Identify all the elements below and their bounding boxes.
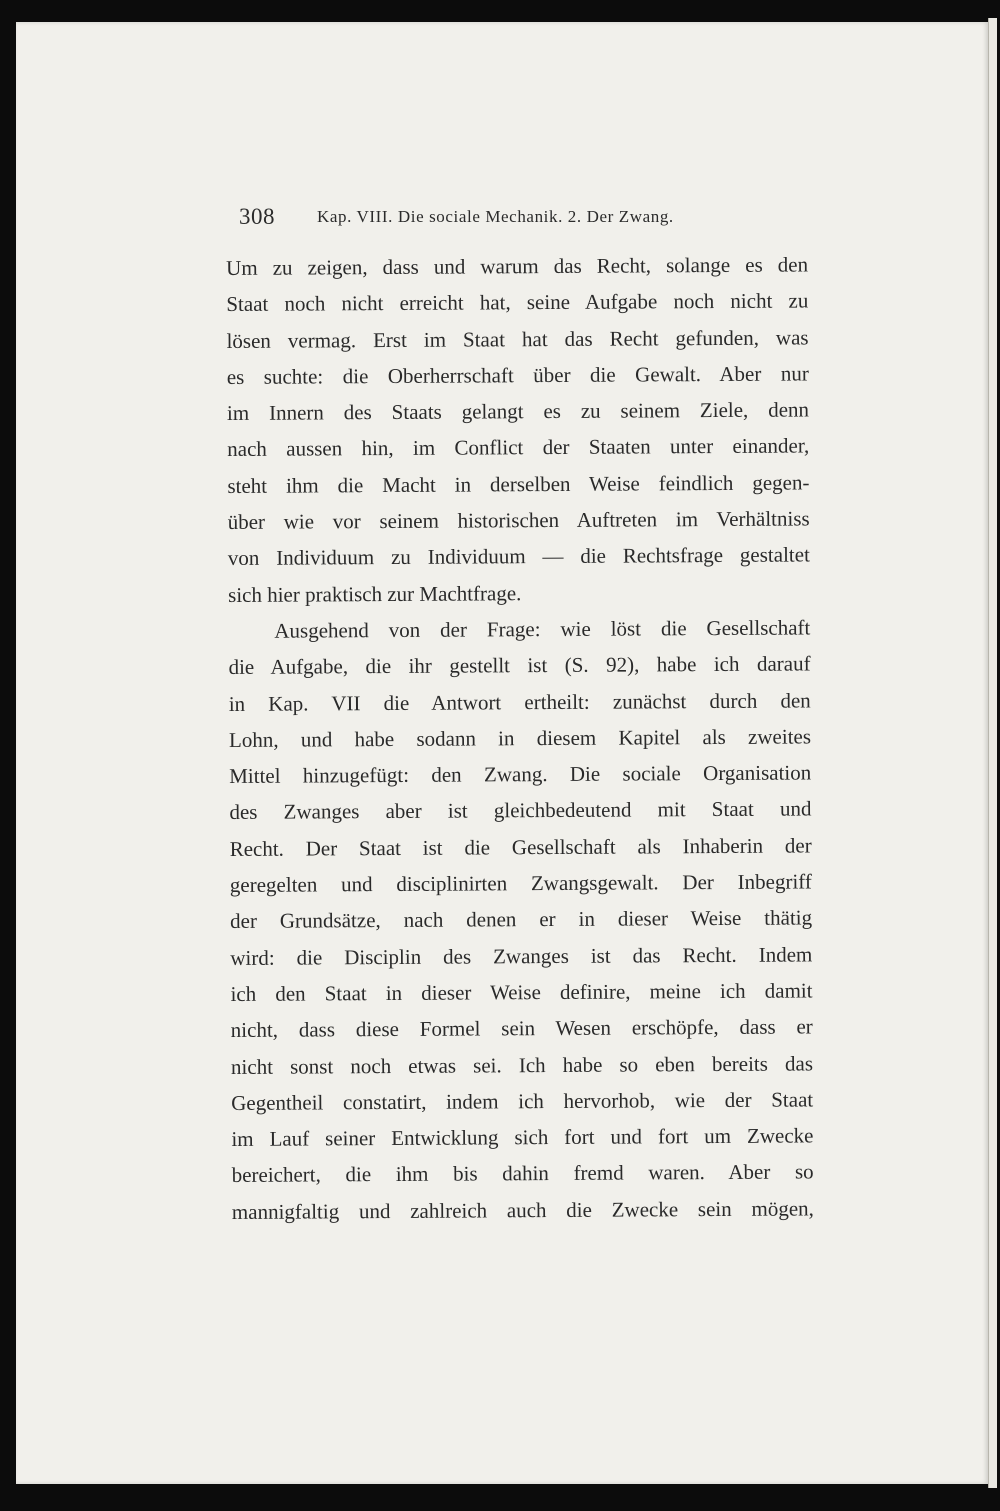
text-line: lösen vermag. Erst im Staat hat das Recht gefunden, was xyxy=(226,325,809,353)
text-line: die Aufgabe, die ihr gestellt ist (S. 92), habe ich darauf xyxy=(228,651,811,680)
text-line: bereichert, die ihm bis dahin fremd waren. Aber so xyxy=(231,1159,814,1188)
text-line: über wie vor seinem historischen Auftreten im Verhältniss xyxy=(227,506,810,535)
text-line: Staat noch nicht erreicht hat, seine Aufgabe noch nicht zu xyxy=(226,288,809,317)
text-line: sich hier praktisch zur Machtfrage. xyxy=(228,580,522,607)
text-line: von Individuum zu Individuum — die Rechtsfrage gestaltet xyxy=(227,542,810,571)
text-line: des Zwanges aber ist gleichbedeutend mit Staat und xyxy=(229,796,812,825)
running-head: Kap. VIII. Die sociale Mechanik. 2. Der Zwang. xyxy=(317,207,674,226)
text-line: in Kap. VII die Antwort ertheilt: zunächst durch den xyxy=(228,687,811,716)
text-line: im Innern des Staats gelangt es zu seinem Ziele, denn xyxy=(226,397,810,426)
text-line: es suchte: die Oberherrschaft über die Gewalt. Aber nur xyxy=(226,361,809,389)
text-line: wird: die Disciplin des Zwanges ist das Recht. Indem xyxy=(230,942,813,970)
page-number: 308 xyxy=(239,204,275,229)
page-edge xyxy=(988,18,997,1488)
text-line: geregelten und disciplinirten Zwangsgewalt. Der Inbegriff xyxy=(229,869,812,898)
text-line: Recht. Der Staat ist die Gesellschaft als Inhaberin der xyxy=(229,833,812,861)
text-line: ich den Staat in dieser Weise definire, meine ich damit xyxy=(230,978,813,1006)
text-line: Mittel hinzugefügt: den Zwang. Die sociale Organisation xyxy=(229,760,812,789)
text-line: nach aussen hin, im Conflict der Staaten unter einander, xyxy=(227,433,810,462)
text-line: nicht sonst noch etwas sei. Ich habe so eben bereits das xyxy=(230,1050,814,1079)
text-line: mannigfaltig und zahlreich auch die Zwecke sein mögen, xyxy=(231,1196,814,1224)
text-line: Lohn, und habe sodann in diesem Kapitel als zweites xyxy=(228,724,812,752)
text-line: nicht, dass diese Formel sein Wesen erschöpfe, dass er xyxy=(230,1014,813,1043)
body-text xyxy=(226,246,814,1230)
text-line: steht ihm die Macht in derselben Weise feindlich gegen- xyxy=(227,470,810,498)
text-line: Gegentheil constatirt, indem ich hervorhob, wie der Staat xyxy=(231,1087,814,1115)
text-line: im Lauf seiner Entwicklung sich fort und fort um Zwecke xyxy=(231,1123,814,1152)
paragraph-2 xyxy=(228,609,814,1230)
page-header xyxy=(239,204,779,240)
text-line: Ausgehend von der Frage: wie löst die Gesellschaft xyxy=(274,615,811,643)
paragraph-1 xyxy=(226,246,810,613)
text-line: Um zu zeigen, dass und warum das Recht, solange es den xyxy=(226,252,809,280)
text-line: der Grundsätze, nach denen er in dieser Weise thätig xyxy=(230,905,813,934)
